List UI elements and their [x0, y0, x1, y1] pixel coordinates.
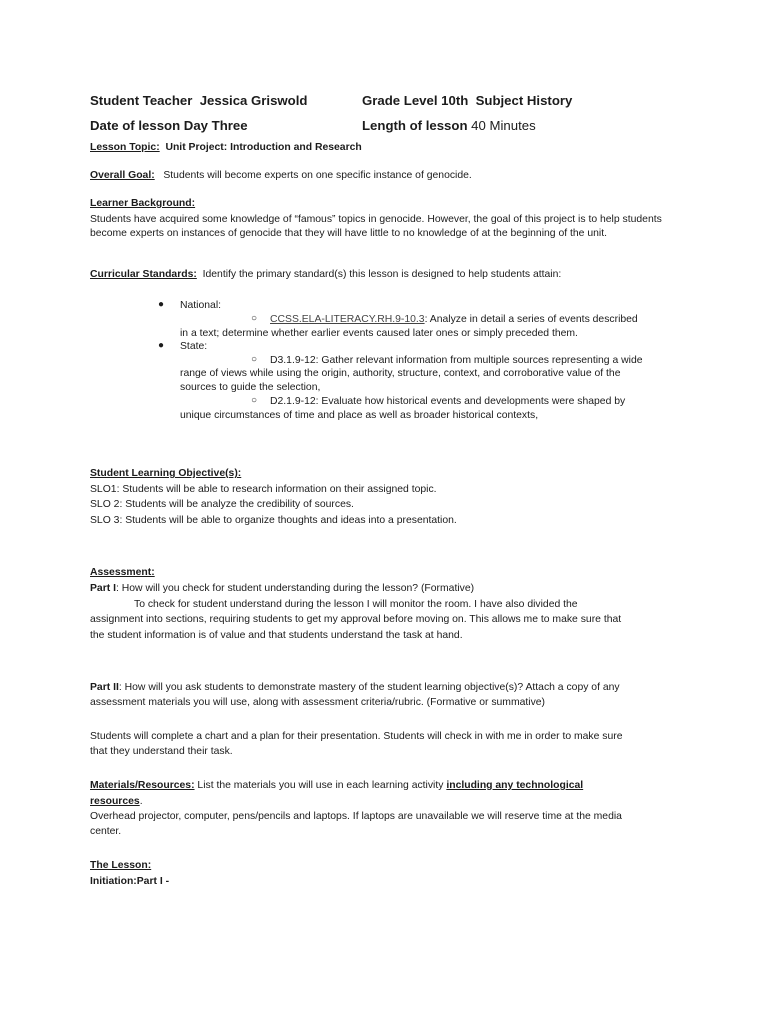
- assessment-heading: Assessment:: [90, 567, 155, 578]
- learner-background-text: Students have acquired some knowledge of “famous” topics in genocide. However, the goal of this project is to help students become experts on instances of genocide that they will have little to no knowledge of at the beginning of the unit.: [90, 214, 662, 240]
- lesson-heading: The Lesson:: [90, 860, 152, 871]
- state-1c: sources to guide the selection,: [180, 382, 321, 393]
- materials-label: Materials/Resources:: [90, 780, 195, 791]
- part2-question-2: assessment materials you will use, along with assessment criteria/rubric. (Formative or summative): [90, 697, 546, 708]
- state-1a: D3.1.9-12: Gather relevant information from multiple sources representing a wide: [270, 355, 643, 366]
- date-of-lesson: Date of lesson Day Three: [90, 118, 248, 133]
- curricular-standards-text: Identify the primary standard(s) this lesson is designed to help students attain:: [202, 269, 562, 280]
- part2-question-line: [90, 682, 620, 693]
- national-text: : Analyze in detail a series of events described: [424, 314, 638, 325]
- bullet-national: ●: [158, 299, 165, 310]
- materials-emphasis-2: resources: [90, 796, 140, 807]
- student-teacher-label: Student Teacher: [90, 93, 193, 108]
- part1-answer-1: To check for student understand during the lesson I will monitor the room. I have also divided the: [134, 599, 578, 610]
- national-label: National:: [180, 300, 222, 311]
- materials-answer-1: Overhead projector, computer, pens/pencils and laptops. If laptops are unavailable we will reserve time at the media: [90, 811, 622, 822]
- state-2b: unique circumstances of time and place as well as broader historical contexts,: [180, 410, 539, 421]
- materials-text: List the materials you will use in each learning activity: [194, 780, 447, 791]
- national-text-2: in a text; determine whether earlier events caused later ones or simply preceded them.: [180, 328, 578, 339]
- sub-bullet-state-1: ○: [251, 354, 258, 365]
- lesson-topic: [90, 142, 362, 153]
- bullet-state: ●: [158, 340, 165, 351]
- overall-goal-value: Students will become experts on one specific instance of genocide.: [163, 170, 472, 181]
- student-teacher-value: Jessica Griswold: [199, 93, 308, 108]
- length-label: Length of lesson: [362, 118, 468, 133]
- subject-label: Subject History: [475, 93, 573, 108]
- overall-goal: [90, 170, 472, 181]
- part2-question-1: : How will you ask students to demonstrate mastery of the student learning objective(s)? Attach a copy of any: [118, 682, 620, 693]
- part1-question-line: [90, 583, 474, 594]
- length-of-lesson: [362, 118, 536, 133]
- initiation-part1: Initiation:Part I -: [90, 876, 170, 887]
- lesson-topic-value: Unit Project: Introduction and Research: [165, 142, 362, 153]
- part2-label: Part II: [90, 682, 119, 693]
- materials-emphasis-1: including any technological: [446, 780, 584, 791]
- curricular-standards-label: Curricular Standards:: [90, 269, 197, 280]
- state-2a: D2.1.9-12: Evaluate how historical events and developments were shaped by: [270, 396, 626, 407]
- curricular-standards: [90, 269, 561, 280]
- national-code-link[interactable]: CCSS.ELA-LITERACY.RH.9-10.3: [270, 314, 425, 325]
- lesson-topic-label: Lesson Topic:: [90, 142, 160, 153]
- grade-subject: [362, 93, 572, 108]
- objectives-heading: Student Learning Objective(s):: [90, 468, 242, 479]
- length-value: 40 Minutes: [471, 118, 536, 133]
- slo-3: SLO 3: Students will be able to organize thoughts and ideas into a presentation.: [90, 515, 457, 526]
- materials-line: [90, 780, 583, 791]
- materials-answer-2: center.: [90, 826, 122, 837]
- materials-line-2: [90, 796, 143, 807]
- part2-answer-1: Students will complete a chart and a plan for their presentation. Students will check in with me in order to make sure: [90, 731, 623, 742]
- materials-period: .: [139, 796, 143, 807]
- sub-bullet-state-2: ○: [251, 395, 258, 406]
- overall-goal-label: Overall Goal:: [90, 170, 155, 181]
- slo-2: SLO 2: Students will be analyze the credibility of sources.: [90, 499, 354, 510]
- sub-bullet-national: ○: [251, 313, 258, 324]
- national-standard: [270, 313, 638, 327]
- state-1b: range of views while using the origin, authority, structure, context, and corroborative value of the: [180, 368, 621, 379]
- part1-answer-3: the student information is of value and that students understand the task at hand.: [90, 630, 463, 641]
- slo-1: SLO1: Students will be able to research information on their assigned topic.: [90, 484, 437, 495]
- student-teacher: [90, 93, 307, 108]
- learner-background-heading: Learner Background:: [90, 198, 196, 209]
- part1-question: : How will you check for student understanding during the lesson? (Formative): [116, 583, 475, 594]
- state-label: State:: [180, 341, 208, 352]
- part1-label: Part I: [90, 583, 116, 594]
- part1-answer-2: assignment into sections, requiring students to get my approval before moving on. This allows me to make sure that: [90, 614, 622, 625]
- part2-answer-2: that they understand their task.: [90, 746, 233, 757]
- grade-level-label: Grade Level 10th: [362, 93, 469, 108]
